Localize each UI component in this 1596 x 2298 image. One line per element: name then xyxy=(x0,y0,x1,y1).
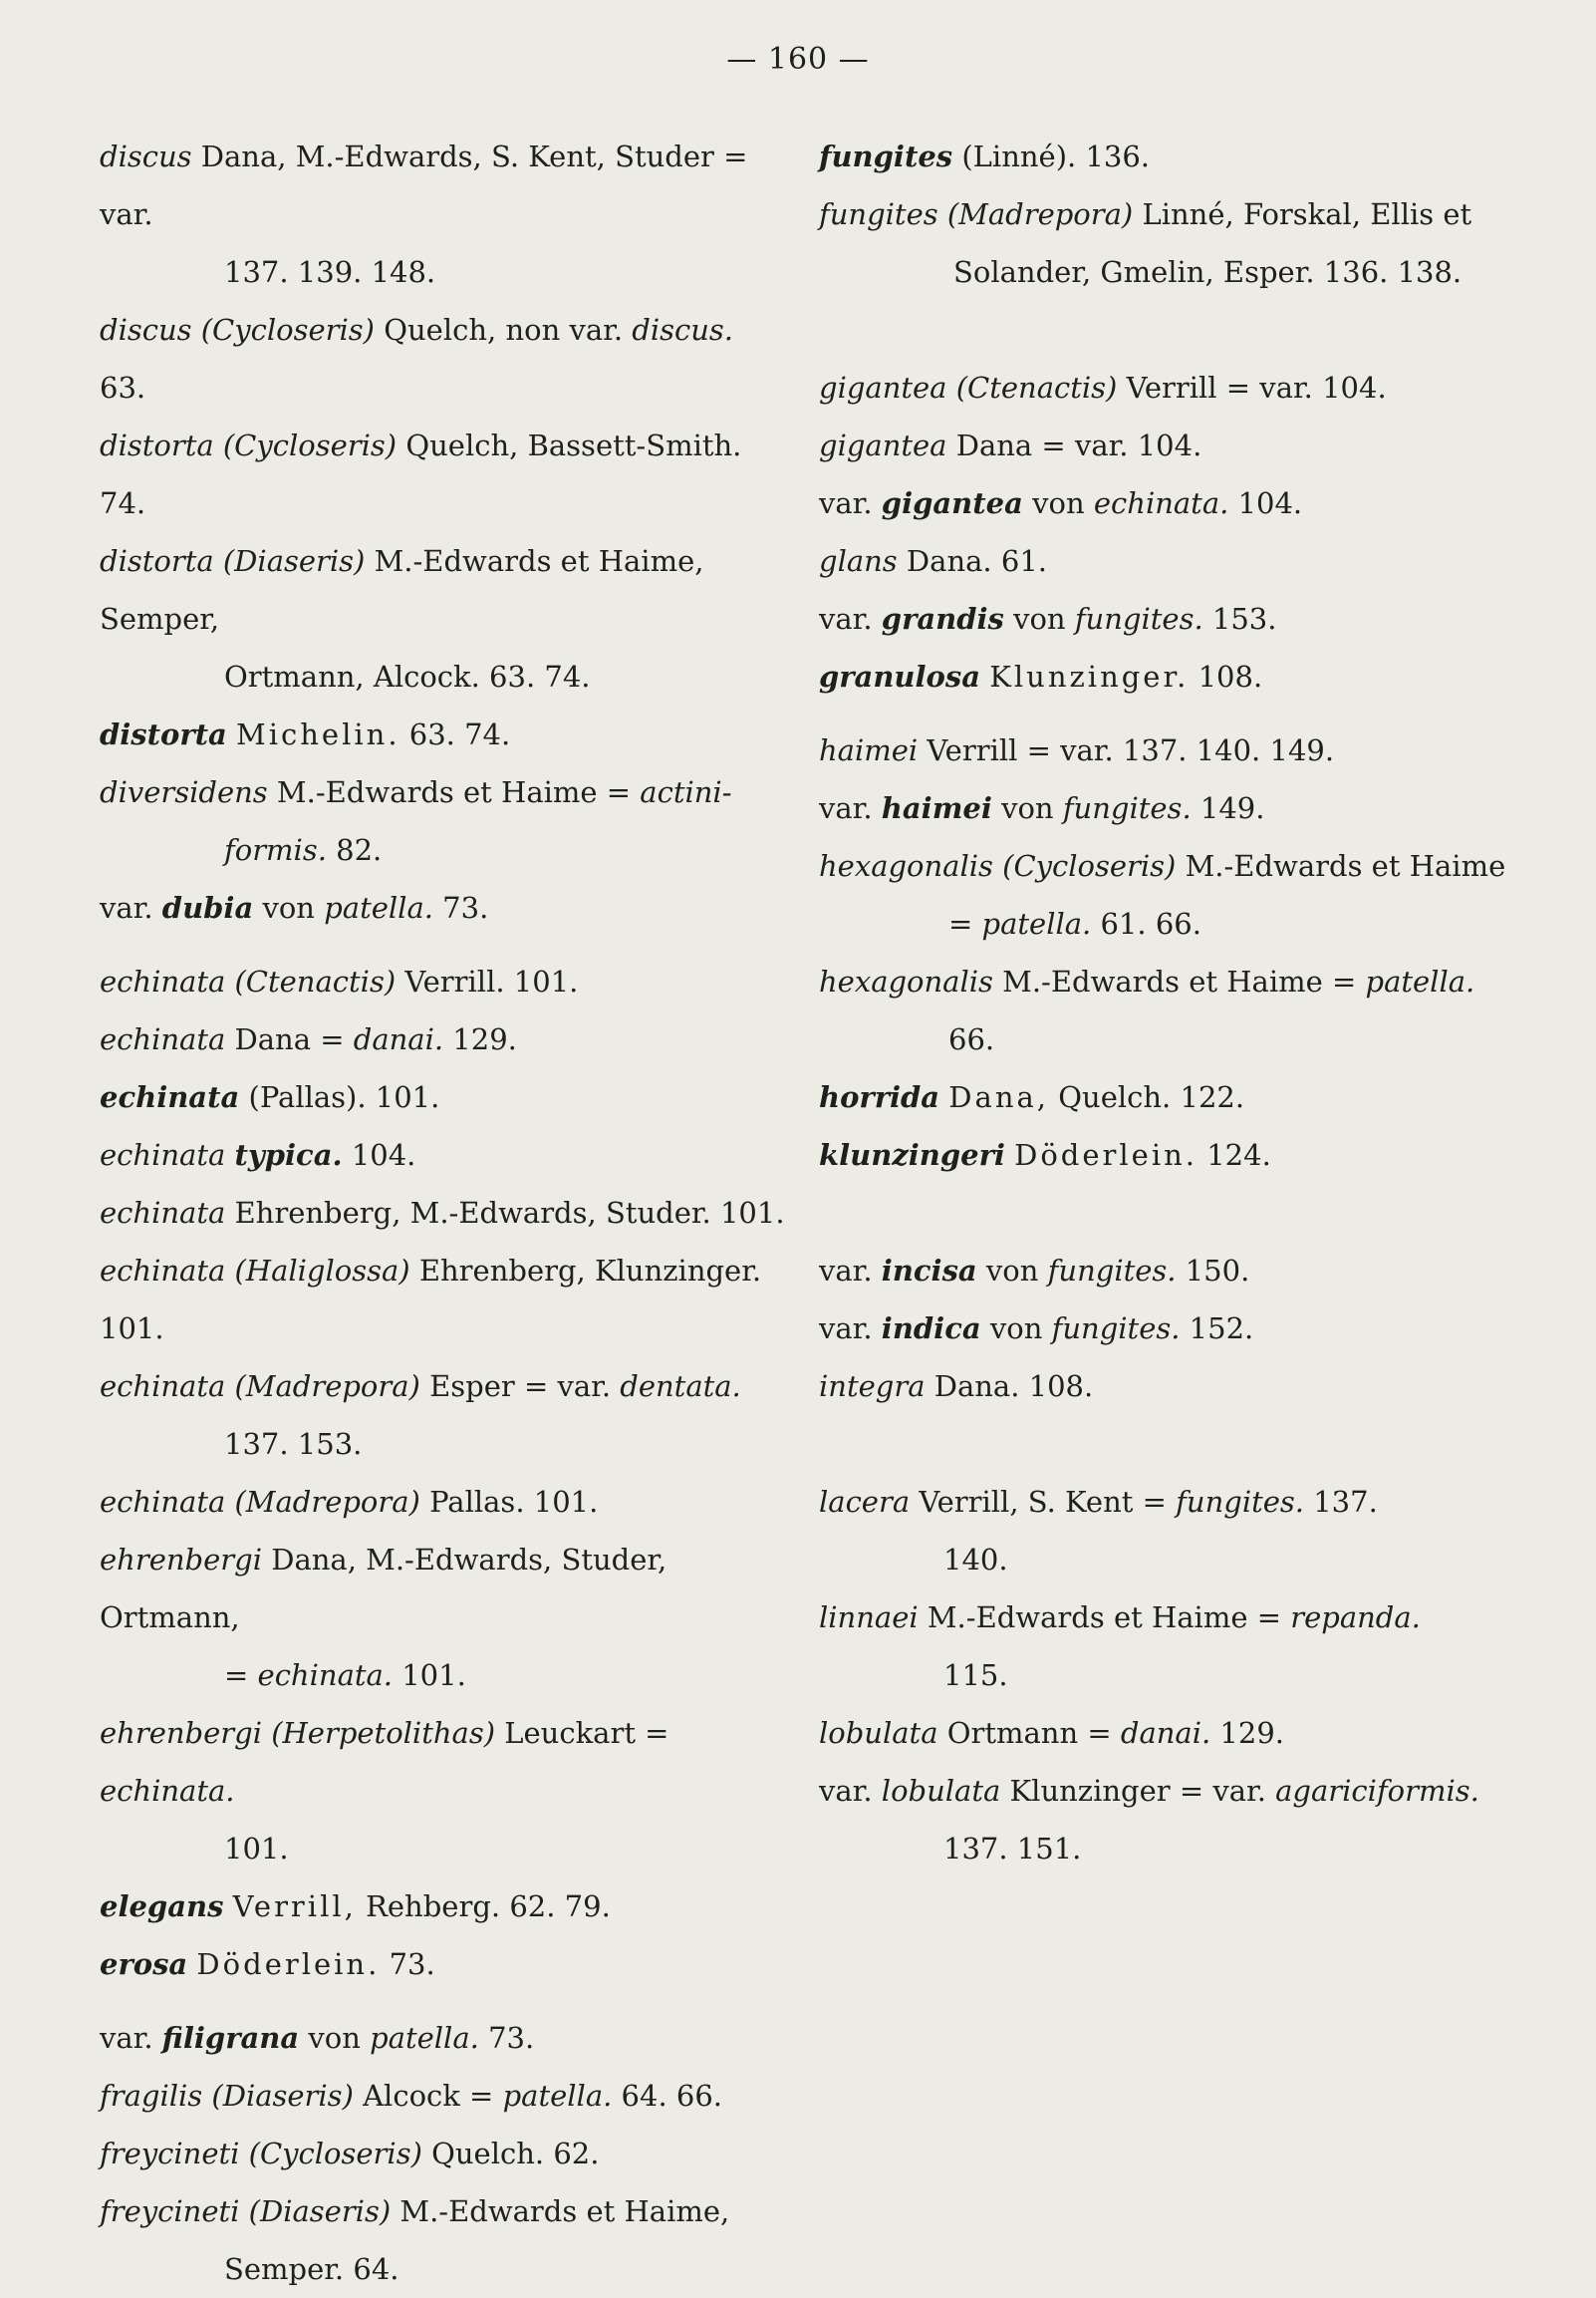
index-entry: erosa Döderlein. 73. xyxy=(100,1947,435,1981)
index-entry: fragilis (Diaseris) Alcock = patella. 64. 66. xyxy=(100,2079,723,2113)
index-entry: lobulata Ortmann = danai. 129. xyxy=(819,1716,1284,1750)
left-column xyxy=(100,128,787,2298)
index-entry-continuation: 101. xyxy=(100,1311,164,1345)
index-entry: linnaei M.-Edwards et Haime = repanda. xyxy=(819,1600,1421,1634)
index-entry-continuation: 137. 139. 148. xyxy=(224,255,436,289)
index-entry: var. gigantea von echinata. 104. xyxy=(819,486,1303,520)
index-entry: discus Dana, M.-Edwards, S. Kent, Studer = var. xyxy=(100,140,748,231)
index-entry-continuation: 137. 153. xyxy=(224,1427,363,1461)
index-entry-continuation: 140. xyxy=(943,1543,1008,1577)
index-entry: distorta (Diaseris) M.-Edwards et Haime, Semper, xyxy=(100,544,704,636)
index-entry-continuation: Solander, Gmelin, Esper. 136. 138. xyxy=(953,255,1463,289)
index-entry: gigantea (Ctenactis) Verrill = var. 104. xyxy=(819,371,1387,405)
index-entry: echinata (Pallas). 101. xyxy=(100,1080,440,1114)
index-entry-continuation: 101. xyxy=(224,1832,289,1866)
index-entry-continuation: Ortmann, Alcock. 63. 74. xyxy=(224,660,591,694)
index-entry: discus (Cycloseris) Quelch, non var. discus. 63. xyxy=(100,313,734,405)
index-entry: freycineti (Cycloseris) Quelch. 62. xyxy=(100,2137,600,2170)
index-entry: distorta (Cycloseris) Quelch, Bassett-Smith. 74. xyxy=(100,429,742,520)
index-entry: granulosa Klunzinger. 108. xyxy=(819,660,1263,694)
index-entry: var. haimei von fungites. 149. xyxy=(819,791,1265,825)
index-entry: var. lobulata Klunzinger = var. agariciformis. xyxy=(819,1774,1479,1808)
index-entry: elegans Verrill, Rehberg. 62. 79. xyxy=(100,1889,611,1923)
index-entry: klunzingeri Döderlein. 124. xyxy=(819,1138,1271,1172)
index-entry: ehrenbergi (Herpetolithas) Leuckart = echinata. xyxy=(100,1716,669,1808)
index-entry: echinata (Madrepora) Pallas. 101. xyxy=(100,1485,599,1519)
index-entry: echinata Ehrenberg, M.-Edwards, Studer. 101. xyxy=(100,1196,785,1230)
index-entry: distorta Michelin. 63. 74. xyxy=(100,718,511,751)
right-column xyxy=(819,128,1506,1877)
index-entry: ehrenbergi Dana, M.-Edwards, Studer, Ortmann, xyxy=(100,1543,667,1634)
index-entry-continuation: formis. 82. xyxy=(224,833,383,867)
index-entry: diversidens M.-Edwards et Haime = actini- xyxy=(100,775,732,809)
index-entry-continuation: = echinata. 101. xyxy=(224,1658,466,1692)
index-entry: echinata Dana = danai. 129. xyxy=(100,1022,517,1056)
index-entry: haimei Verrill = var. 137. 140. 149. xyxy=(819,733,1335,767)
index-entry: echinata (Ctenactis) Verrill. 101. xyxy=(100,965,579,999)
index-entry: var. incisa von fungites. 150. xyxy=(819,1254,1250,1288)
index-entry: fungites (Madrepora) Linné, Forskal, Ellis et xyxy=(819,197,1472,231)
index-entry: lacera Verrill, S. Kent = fungites. 137. xyxy=(819,1485,1378,1519)
index-entry: hexagonalis M.-Edwards et Haime = patella. xyxy=(819,965,1475,999)
index-entry: glans Dana. 61. xyxy=(819,544,1047,578)
page-number: — 160 — xyxy=(726,42,870,77)
index-entry-continuation: = patella. 61. 66. xyxy=(948,907,1201,941)
index-entry: var. dubia von patella. 73. xyxy=(100,891,489,925)
index-entry: var. grandis von fungites. 153. xyxy=(819,602,1277,636)
index-entry: horrida Dana, Quelch. 122. xyxy=(819,1080,1245,1114)
index-entry: gigantea Dana = var. 104. xyxy=(819,429,1202,462)
index-entry-continuation: Semper. 64. xyxy=(224,2252,399,2286)
index-entry-continuation: 137. 151. xyxy=(943,1832,1082,1866)
index-entry-continuation: 66. xyxy=(948,1022,995,1056)
index-entry-continuation: 115. xyxy=(943,1658,1008,1692)
index-entry: var. indica von fungites. 152. xyxy=(819,1311,1254,1345)
index-entry: integra Dana. 108. xyxy=(819,1369,1094,1403)
index-entry: var. filigrana von patella. 73. xyxy=(100,2021,535,2055)
index-entry: freycineti (Diaseris) M.-Edwards et Haime, xyxy=(100,2194,730,2228)
index-entry: fungites (Linné). 136. xyxy=(819,140,1151,173)
index-entry: hexagonalis (Cycloseris) M.-Edwards et Haime xyxy=(819,849,1506,883)
index-entry: echinata (Madrepora) Esper = var. dentata. xyxy=(100,1369,741,1403)
index-entry: echinata (Haliglossa) Ehrenberg, Klunzinger. xyxy=(100,1254,762,1288)
index-entry: echinata typica. 104. xyxy=(100,1138,416,1172)
